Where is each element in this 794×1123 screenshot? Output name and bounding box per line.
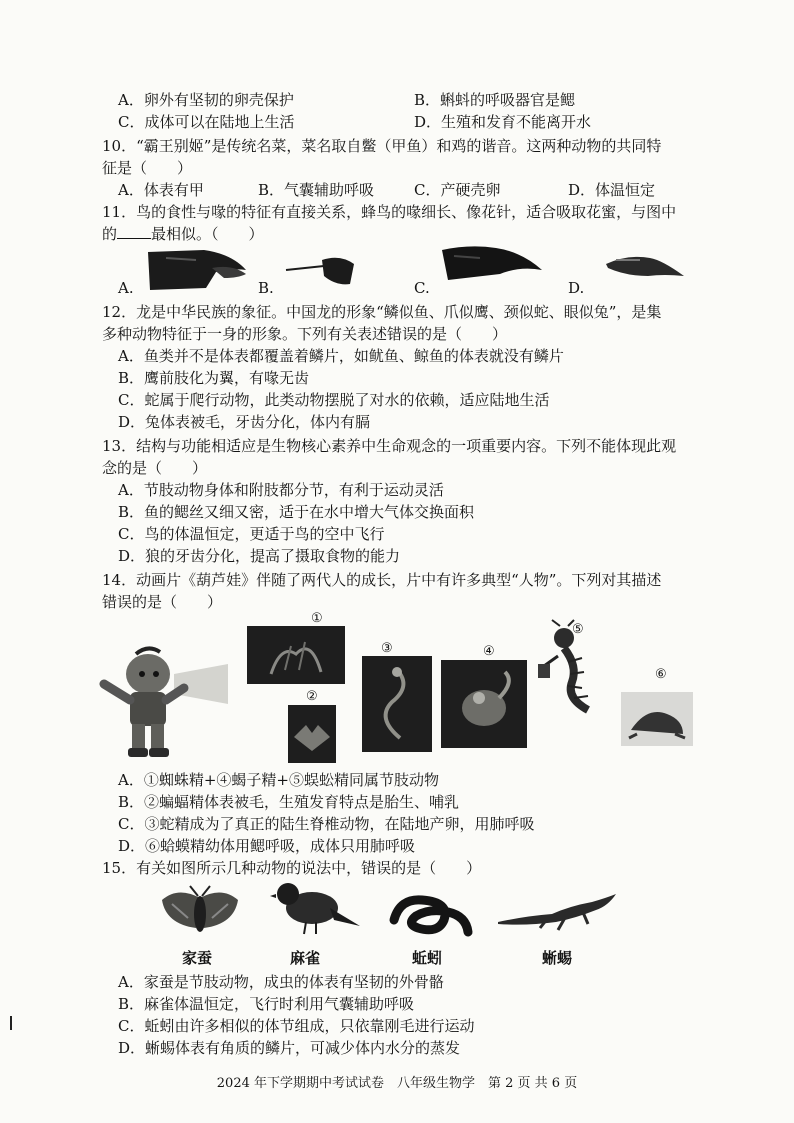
q14-option-d: D．⑥蛤蟆精幼体用鳃呼吸，成体只用肺呼吸 [118, 837, 416, 855]
q14-stem-line1: 14．动画片《葫芦娃》伴随了两代人的成长，片中有许多典型“人物”。下列对其描述 [102, 571, 662, 589]
bat-spirit-image [288, 705, 336, 763]
q15-option-d: D．蜥蜴体表有角质的鳞片，可减少体内水分的蒸发 [118, 1039, 461, 1057]
q12-option-a: A．鱼类并不是体表都覆盖着鳞片，如鱿鱼、鲸鱼的体表就没有鳞片 [118, 347, 564, 365]
q10-stem-line1: 10．“霸王别姬”是传统名菜，菜名取自鳖（甲鱼）和鸡的谐音。这两种动物的共同特 [102, 137, 662, 155]
q10-stem-line2: 征是（ ） [102, 159, 193, 177]
q15-option-c: C．蚯蚓由许多相似的体节组成，只依靠刚毛进行运动 [118, 1017, 475, 1035]
q11-stem-prefix: 的 [102, 225, 118, 243]
q15-option-a: A．家蚕是节肢动物，成虫的体表有坚韧的外骨骼 [118, 973, 444, 991]
q11-option-c-label: C. [414, 279, 430, 297]
q11-stem-line2 [102, 224, 264, 244]
q9-option-c: C．成体可以在陆地上生活 [118, 113, 295, 131]
scorpion-spirit-image [441, 660, 527, 748]
silkworm-moth-image [158, 884, 242, 944]
q9-option-b: B．蝌蚪的呼吸器官是鳃 [414, 91, 576, 109]
centipede-spirit-image [538, 622, 612, 714]
sparrow-image [270, 878, 362, 938]
bat-spirit-figure [292, 715, 332, 755]
beak-b-image [284, 254, 356, 288]
margin-mark [10, 1016, 12, 1030]
q12-stem-line1: 12．龙是中华民族的象征。中国龙的形象“鳞似鱼、爪似鹰、颈似蛇、眼似兔”，是集 [102, 303, 662, 321]
snake-spirit-image [362, 656, 432, 752]
q11-option-a-label: A. [118, 279, 134, 297]
q15-option-b: B．麻雀体温恒定，飞行时利用气囊辅助呼吸 [118, 995, 415, 1013]
q12-stem-line2: 多种动物特征于一身的形象。下列有关表述错误的是（ ） [102, 325, 508, 343]
lizard-label: 蜥蜴 [542, 949, 573, 967]
q11-stem-suffix: 最相似。（ ） [151, 225, 264, 243]
spider-spirit-image [247, 626, 345, 684]
q11-answer-blank [117, 224, 151, 239]
q14-picture-2-number: ② [306, 689, 318, 704]
sparrow-label: 麻雀 [290, 949, 321, 967]
q13-stem-line1: 13．结构与功能相适应是生物核心素养中生命观念的一项重要内容。下列不能体现此观 [102, 437, 677, 455]
q14-picture-6-number: ⑥ [655, 667, 667, 682]
q10-option-d: D．体温恒定 [568, 181, 656, 199]
q14-picture-5-number: ⑤ [572, 622, 584, 637]
q12-option-c: C．蛇属于爬行动物，此类动物摆脱了对水的依赖，适应陆地生活 [118, 391, 550, 409]
q13-stem-line2: 念的是（ ） [102, 459, 208, 477]
snake-spirit-figure [372, 666, 422, 742]
toad-spirit-image [621, 692, 693, 746]
earthworm-image [388, 890, 472, 942]
q14-picture-3-number: ③ [381, 641, 393, 656]
silkworm-label: 家蚕 [182, 949, 213, 967]
q14-picture-4-number: ④ [483, 644, 495, 659]
q15-stem: 15．有关如图所示几种动物的说法中，错误的是（ ） [102, 859, 482, 877]
q11-option-d-label: D. [568, 279, 585, 297]
q11-option-b-label: B. [258, 279, 274, 297]
q14-option-b: B．②蝙蝠精体表被毛，生殖发育特点是胎生、哺乳 [118, 793, 460, 811]
q9-option-d: D．生殖和发育不能离开水 [414, 113, 592, 131]
earthworm-label: 蚯蚓 [412, 949, 443, 967]
q11-stem-line1: 11．鸟的食性与喙的特征有直接关系，蜂鸟的喙细长、像花针，适合吸取花蜜，与图中 [102, 203, 677, 221]
q14-stem-line2: 错误的是（ ） [102, 593, 223, 611]
q14-option-c: C．③蛇精成为了真正的陆生脊椎动物，在陆地产卵，用肺呼吸 [118, 815, 535, 833]
q13-option-b: B．鱼的鳃丝又细又密，适于在水中增大气体交换面积 [118, 503, 475, 521]
q13-option-c: C．鸟的体温恒定，更适于鸟的空中飞行 [118, 525, 385, 543]
calabash-boy-image [100, 644, 230, 762]
beak-d-image [604, 250, 686, 284]
q12-option-b: B．鹰前肢化为翼，有喙无齿 [118, 369, 310, 387]
q10-option-c: C．产硬壳卵 [414, 181, 501, 199]
toad-spirit-figure [627, 700, 687, 740]
spider-spirit-figure [261, 634, 331, 676]
page-footer: 2024 年下学期期中考试试卷 八年级生物学 第 2 页 共 6 页 [216, 1076, 578, 1091]
q13-option-d: D．狼的牙齿分化，提高了摄取食物的能力 [118, 547, 401, 565]
beak-c-image [440, 244, 544, 284]
q10-option-b: B．气囊辅助呼吸 [258, 181, 375, 199]
beak-a-image [146, 248, 250, 292]
q12-option-d: D．兔体表被毛，牙齿分化，体内有膈 [118, 413, 371, 431]
q13-option-a: A．节肢动物身体和附肢都分节，有利于运动灵活 [118, 481, 444, 499]
q14-option-a: A．①蜘蛛精+④蝎子精+⑤蜈蚣精同属节肢动物 [118, 771, 439, 789]
lizard-image [496, 884, 620, 936]
q9-option-a: A．卵外有坚韧的卵壳保护 [118, 91, 294, 109]
q10-option-a: A．体表有甲 [118, 181, 204, 199]
scorpion-spirit-figure [449, 668, 519, 740]
q14-picture-1-number: ① [311, 611, 323, 626]
